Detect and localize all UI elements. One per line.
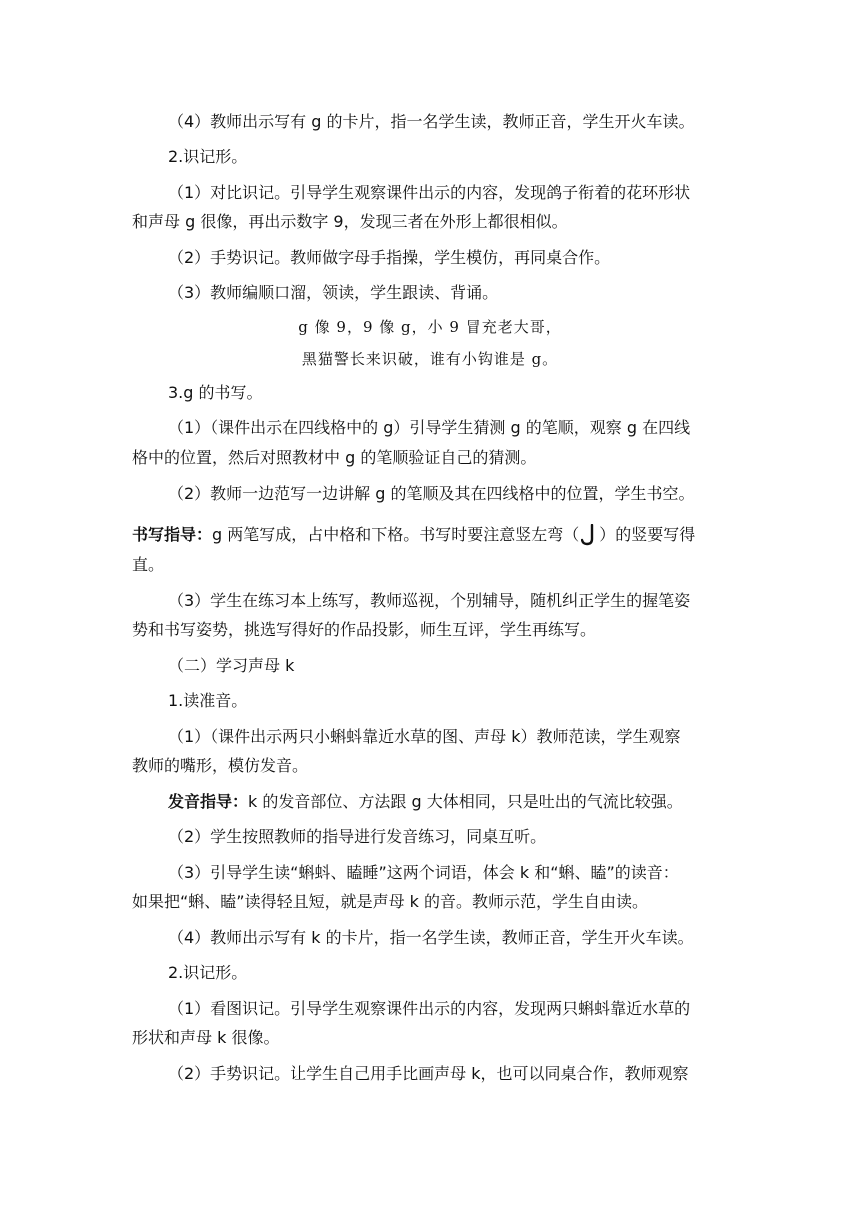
pronunciation-guide-label: 发音指导： <box>168 792 249 811</box>
pronunciation-guide <box>168 791 683 813</box>
paragraph: （1）看图识记。引导学生观察课件出示的内容，发现两只蝌蚪靠近水草的 <box>168 999 691 1018</box>
writing-guide-label: 书写指导： <box>132 525 213 544</box>
pronunciation-guide-text: k 的发音部位、方法跟 g 大体相同，只是吐出的气流比较强。 <box>248 792 683 811</box>
paragraph: （2）教师一边范写一边讲解 g 的笔顺及其在四线格中的位置，学生书空。 <box>168 484 695 503</box>
paragraph: （1）对比识记。引导学生观察课件出示的内容，发现鸽子衔着的花环形状 <box>168 183 691 202</box>
paragraph-continuation: 教师的嘴形，模仿发音。 <box>132 756 309 775</box>
rhyme-line: 黑猫警长来识破，谁有小钩谁是 g。 <box>301 350 559 368</box>
paragraph-continuation: 形状和声母 k 很像。 <box>132 1028 280 1047</box>
paragraph: （4）教师出示写有 g 的卡片，指一名学生读，教师正音，学生开火车读。 <box>168 112 695 131</box>
paragraph: （3）学生在练习本上练写，教师巡视，个别辅导，随机纠正学生的握笔姿 <box>168 591 691 610</box>
rhyme-line: g 像 9，9 像 g，小 9 冒充老大哥， <box>298 318 562 336</box>
section-heading: （二）学习声母 k <box>168 656 295 675</box>
writing-guide-text: g 两笔写成，占中格和下格。书写时要注意竖左弯（ <box>212 525 580 544</box>
section-heading: 2.识记形。 <box>168 963 248 982</box>
section-heading: 3.g 的书写。 <box>168 383 263 402</box>
section-heading: 2.识记形。 <box>168 147 248 166</box>
vertical-left-hook-stroke-icon <box>581 524 597 546</box>
paragraph-continuation: 格中的位置，然后对照教材中 g 的笔顺验证自己的猜测。 <box>132 448 537 467</box>
paragraph: （2）手势识记。教师做字母手指操，学生模仿，再同桌合作。 <box>168 248 611 267</box>
paragraph: （4）教师出示写有 k 的卡片，指一名学生读，教师正音，学生开火车读。 <box>168 928 694 947</box>
paragraph-continuation: 如果把“蝌、瞌”读得轻且短，就是声母 k 的音。教师示范，学生自由读。 <box>132 892 649 911</box>
paragraph: （1）（课件出示在四线格中的 g）引导学生猜测 g 的笔顺，观察 g 在四线 <box>168 418 691 437</box>
paragraph: （3）引导学生读“蝌蚪、瞌睡”这两个词语，体会 k 和“蝌、瞌”的读音： <box>168 863 679 882</box>
paragraph: （2）手势识记。让学生自己用手比画声母 k，也可以同桌合作，教师观察 <box>168 1064 689 1083</box>
paragraph-continuation: 和声母 g 很像，再出示数字 9，发现三者在外形上都很相似。 <box>132 212 568 231</box>
writing-guide-text: ）的竖要写得 <box>599 525 696 544</box>
paragraph-continuation: 势和书写姿势，挑选写得好的作品投影，师生互评，学生再练写。 <box>132 620 597 639</box>
paragraph: （3）教师编顺口溜，领读，学生跟读、背诵。 <box>168 283 499 302</box>
paragraph: （1）（课件出示两只小蝌蚪靠近水草的图、声母 k）教师范读，学生观察 <box>168 727 681 746</box>
paragraph-continuation: 直。 <box>132 555 165 574</box>
section-heading: 1.读准音。 <box>168 691 248 710</box>
paragraph: （2）学生按照教师的指导进行发音练习，同桌互听。 <box>168 827 547 846</box>
writing-guide <box>132 524 695 546</box>
